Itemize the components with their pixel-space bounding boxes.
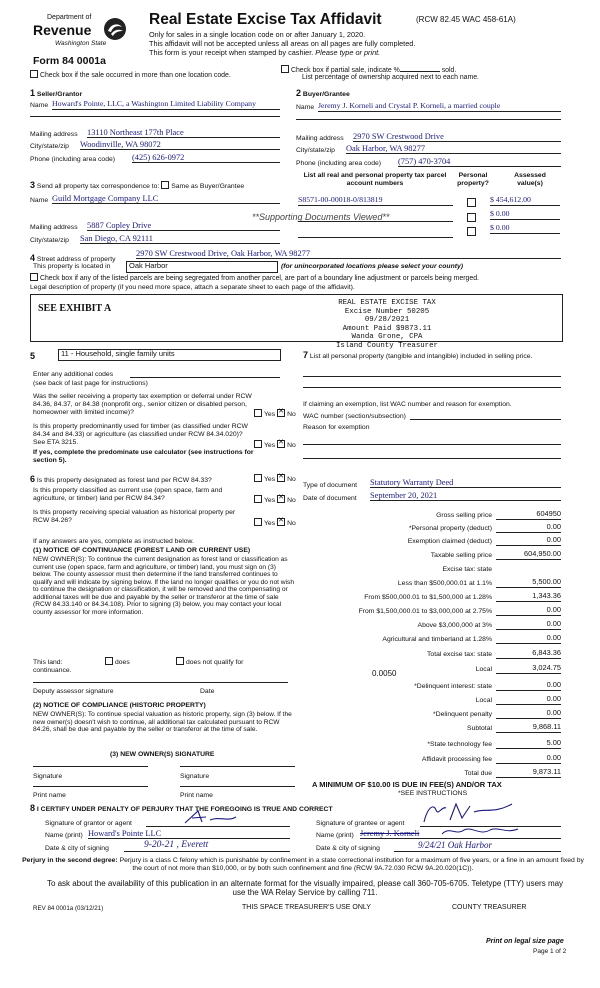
street-address-field[interactable]: 2970 SW Crestwood Drive, Oak Harbor, WA 98277 [136,249,561,259]
grantor-date-field[interactable]: 9-20-21 , Everett [124,840,290,852]
assessed-value-1[interactable]: $ 0.00 [490,210,560,220]
section-2-heading: 2 Buyer/Grantee [296,88,350,98]
form-statute: (RCW 82.45 WAC 458-61A) [416,15,516,24]
personal-property-checkbox-2[interactable] [467,227,476,236]
tax-row-value[interactable] [496,592,561,602]
revision-label: REV 84 0001a (03/12/21) [33,905,104,912]
tax-row-value[interactable] [496,768,561,778]
tax-row-amount: 9,873.11 [532,767,561,776]
historic-yes-no[interactable]: Yes✕ No [254,518,296,528]
personal-property-line-2[interactable] [303,387,561,388]
tax-row-amount: 6,843.36 [532,648,561,657]
tax-row-amount: 604,950.00 [524,549,561,558]
dor-logo [33,14,128,54]
signature-label-2: Signature [180,773,210,780]
print-name-line-1[interactable] [33,786,148,787]
timber-no-checked [277,440,285,448]
if-yes-note: If any answers are yes, complete as instructed below. [33,538,194,545]
tax-row-value[interactable] [496,634,561,644]
revenue-label: Revenue [33,22,92,38]
local-rate: 0.0050 [372,669,397,678]
section-1-heading: 1 Seller/Grantor [30,88,83,98]
segregation-checkbox-row[interactable]: Check box if any of the listed parcels are being segregated from another parcel, are part of a boundary line adjustment or parcels being merged. [30,273,479,283]
grantee-name-field[interactable]: Jeremy J. Korneli [360,829,561,839]
tax-row-amount: 0.00 [546,694,561,703]
form-number: Form 84 0001a [33,55,106,67]
exemption-no-checked [277,409,285,417]
tax-row-value[interactable] [496,695,561,705]
additional-codes-label: Enter any additional codes [33,371,114,378]
wa-state-label: Washington State [55,40,107,47]
tax-row-amount: 3,024.75 [532,663,561,672]
section-5-number: 5 [30,351,36,361]
personal-property-checkbox-1[interactable] [467,213,476,222]
tax-row-label: *State technology fee [427,741,492,748]
tax-row-label: Subtotal [467,725,492,732]
tax-row-value[interactable] [496,681,561,691]
grantee-date-label: Date & city of signing [316,845,380,852]
tax-row-label: Total excise tax: state [427,651,492,658]
supporting-docs-note: **Supporting Documents Viewed** [252,212,390,222]
page-number: Page 1 of 2 [533,948,567,955]
tax-row-amount: 0.00 [546,680,561,689]
tax-row-label: Affidavit processing fee [421,756,492,763]
current-use-yes-no[interactable]: Yes✕ No [254,495,296,505]
tax-row-value[interactable] [496,523,561,533]
location-select[interactable]: Oak Harbor [126,261,278,273]
grantee-signature [420,800,520,824]
deputy-sign-line[interactable] [33,682,288,683]
grantee-name-label: Name (print) [316,832,354,839]
buyer-phone-label: Phone (including area code) [296,160,382,167]
section-4-label: 4 Street address of property [30,253,116,263]
tax-row-value[interactable] [496,739,561,749]
deputy-date-label: Date [200,688,215,695]
seller-phone-label: Phone (including area code) [30,156,116,163]
tax-row-amount: 0.00 [546,522,561,531]
revenue-swirl-logo [103,17,127,41]
legal-description-box[interactable] [30,294,563,342]
tax-corr-name-field[interactable]: Guild Mortgage Company LLC [52,194,280,204]
same-as-buyer-checkbox[interactable] [161,181,169,189]
tax-row-value[interactable] [496,754,561,764]
tax-row-amount: 0.00 [546,535,561,544]
seller-phone-field[interactable]: (425) 626-0972 [132,153,280,163]
seller-name-field[interactable]: Howard's Pointe, LLC, a Washington Limited Liability Company [52,100,280,110]
doc-date-label: Date of document [303,495,357,502]
personal-property-line-1[interactable] [303,376,561,377]
tax-row-amount: 0.00 [546,633,561,642]
print-name-label-2: Print name [180,792,213,799]
parcels-header-1: List all real and personal property tax parcel account numbers [303,172,447,187]
tax-row-label: Gross selling price [436,512,492,519]
buyer-name-field[interactable]: Jeremy J. Korneli and Crystal P. Korneli, a married couple [318,102,561,112]
partial-sale-checkbox-row[interactable]: Check box if partial sale, indicate % sold. [281,65,456,75]
accessibility-note: To ask about the availability of this publication in an alternate format for the visually impaired, please call 360-705-6705. Teletype (TTY) users may use the WA Relay Service by calling 711. [46,879,564,898]
tax-row-amount: 1,343.36 [532,591,561,600]
tax-row-label: Excise tax: state [442,566,492,573]
exemption-reason-label: Reason for exemption [303,424,370,431]
assessed-value-0[interactable]: $ 454,612.00 [490,196,560,206]
tax-row-amount: 0.00 [546,619,561,628]
tax-corr-mail-label: Mailing address [30,224,78,231]
tax-corr-city-label: City/state/zip [30,237,69,244]
perjury-statement: Perjury in the second degree: Perjury is a class C felony which is punishable by confinement in a state correctional institution for a maximum of five years, or a fine in an amount fixed by the court of not more than $10,000, or by both such confinement and fine (RCW 9A.72.030 RCW 9A.20.020(1C)). [22,857,584,872]
notice-compliance-text: NEW OWNER(S): To continue special valuation as historic property, sign (3) below. If the new owner(s) doesn't wish to continue, all additional tax calculated pursuant to RCW 84.26, shall be due and payable by the seller or transferor at the time of sale. [33,711,292,734]
segregation-checkbox[interactable] [30,273,38,281]
located-in-label: This property is located in [33,263,111,270]
grantor-name-label: Name (print) [45,832,83,839]
buyer-mail-field[interactable]: 2970 SW Crestwood Drive [353,132,561,142]
doc-date-field[interactable]: September 20, 2021 [370,491,561,501]
grantee-date-field[interactable]: 9/24/21 Oak Harbor [394,840,561,852]
buyer-city-label: City/state/zip [296,147,335,154]
personal-property-checkbox-0[interactable] [467,198,476,207]
tax-row-label: *Delinquent penalty [433,711,492,718]
timber-yes-no[interactable]: Yes✕ No [254,440,296,450]
seller-city-label: City/state/zip [30,143,69,150]
grantor-sig-label: Signature of grantor or agent [45,820,132,827]
additional-codes-field[interactable] [130,369,280,378]
doc-type-field[interactable]: Statutory Warranty Deed [370,478,561,488]
tax-row-value[interactable] [496,578,561,588]
assessed-value-2[interactable]: $ 0.00 [490,224,560,234]
does-checkbox[interactable]: does [105,657,130,667]
print-legal-note: Print on legal size page [486,938,564,945]
notice-continuance-heading: (1) NOTICE OF CONTINUANCE (FOREST LAND OR CURRENT USE) [33,547,251,554]
instruction-line-1: Only for sales in a single location code on or after January 1, 2020. [149,30,366,39]
tax-row-value[interactable] [496,510,561,520]
parcel-row-2[interactable] [298,228,453,238]
tax-row-value[interactable] [496,536,561,546]
seller-extra-line [30,116,280,117]
tax-row-label: Local [475,697,492,704]
buyer-phone-field[interactable]: (757) 470-3704 [398,157,561,167]
tax-corr-city-field[interactable]: San Diego, CA 92111 [80,234,280,244]
minimum-fee-note: A MINIMUM OF $10.00 IS DUE IN FEE(S) AND/OR TAX [312,780,502,789]
tax-row-value[interactable] [496,606,561,616]
treasurer-use-only: THIS SPACE TREASURER'S USE ONLY [242,904,371,911]
tax-row-label: Exemption claimed (deduct) [407,538,492,545]
seller-mail-label: Mailing address [30,131,78,138]
buyer-name-label: Name [296,104,315,111]
tax-row-label: Local [475,666,492,673]
buyer-extra-line [296,119,561,120]
tax-row-value[interactable] [496,649,561,659]
multi-location-checkbox-row[interactable]: Check box if the sale occurred in more than one location code. [30,70,231,80]
section-3-heading: 3 Send all property tax correspondence to: Same as Buyer/Grantee [30,180,245,190]
tax-row-label: *Personal property (deduct) [408,525,492,532]
unincorporated-note: (for unincorporated locations please select your county) [281,263,464,270]
tax-row-value[interactable] [496,664,561,674]
print-name-line-2[interactable] [180,786,295,787]
tax-row-value[interactable] [496,723,561,733]
wac-number-field[interactable] [410,411,561,420]
legal-description-value: SEE EXHIBIT A [38,303,112,314]
seller-name-label: Name [30,102,49,109]
new-owner-sign-line-1[interactable] [33,766,148,767]
grantor-date-label: Date & city of signing [45,845,109,852]
grantor-signature [180,808,240,826]
new-owner-sign-line-2[interactable] [180,766,295,767]
tax-row-label: From $500,000.01 to $1,500,000 at 1.28% [364,594,492,601]
legal-description-label: Legal description of property (if you need more space, attach a separate sheet to each page of the affidavit). [30,284,355,291]
seller-city-field[interactable]: Woodinville, WA 98072 [80,140,280,150]
tax-row-value[interactable] [496,709,561,719]
print-name-label-1: Print name [33,792,66,799]
tax-corr-mail-field[interactable]: 5887 Copley Drive [87,221,280,231]
tax-row-label: Above $3,000,000 at 3% [417,622,492,629]
notice-continuance-text: NEW OWNER(S): To continue the current designation as forest land or classification as current use (open space, farm and agriculture, or timber) land, you must sign on (3) below. The county assessor must then determine if the land transferred continues to qualify and will indicate by signing below. If the land no longer qualifies or you do not wish to continue the designation or classification, it will be removed and the compensating or additional taxes will be due and payable by the seller or transferor at the time of sale (RCW 84.33.140 or 84.34.108). Prior to signing (3) below, you may contact your local county assessor for more information. [33,556,294,617]
current-use-question: Is this property classified as current use (open space, farm and agriculture, or timber) land per RCW 84.34? [33,487,223,502]
seller-mail-field[interactable]: 13110 Northeast 177th Place [87,128,280,138]
tax-row-label: *Delinquent interest: state [414,683,492,690]
parcels-header-2: Personal property? [457,172,489,187]
tax-row-label: Taxable selling price [430,552,492,559]
grantee-sig-label: Signature of grantee or agent [316,820,405,827]
ownership-note: List percentage of ownership acquired next to each name. [302,74,479,81]
see-back-note: (see back of last page for instructions) [33,380,148,387]
section-7-label: 7 List all personal property (tangible and intangible) included in selling price. [303,350,533,360]
tax-row-amount: 0.00 [546,708,561,717]
parcel-row-0[interactable]: S8571-00-00018-0/813819 [298,196,453,206]
notice-compliance-heading: (2) NOTICE OF COMPLIANCE (HISTORIC PROPERTY) [33,702,206,709]
forest-yes-no[interactable]: Yes✕ No [254,474,296,484]
grantor-name-field[interactable]: Howard's Pointe LLC [88,829,290,839]
county-treasurer-label: COUNTY TREASURER [452,904,527,911]
instruction-line-3: This form is your receipt when stamped by cashier. Please type or print. [149,48,381,57]
tax-row-label: Total due [464,770,492,777]
multi-location-checkbox[interactable] [30,70,38,78]
historic-question: Is this property receiving special valuation as historical property per RCW 84.26? [33,509,236,524]
deputy-signature-label: Deputy assessor signature [33,688,114,695]
forest-land-question: 6 Is this property designated as forest land per RCW 84.33? [30,474,212,484]
see-instructions-note: *SEE INSTRUCTIONS [398,790,468,797]
tax-row-value[interactable] [496,550,561,560]
tax-corr-name-label: Name [30,197,49,204]
this-land-label: This land: [33,659,63,666]
certify-heading: 8 I CERTIFY UNDER PENALTY OF PERJURY THAT THE FOREGOING IS TRUE AND CORRECT [30,803,333,813]
tax-row-amount: 0.00 [546,605,561,614]
wac-instruction: If claiming an exemption, list WAC number and reason for exemption. [303,401,512,408]
tax-row-value[interactable] [496,620,561,630]
does-not-checkbox[interactable]: does not qualify for [176,657,243,667]
parcel-row-1[interactable] [298,212,453,222]
parcels-header-3: Assessed value(s) [514,172,546,187]
tax-row-label: Less than $500,000.01 at 1.1% [397,580,492,587]
form-title: Real Estate Excise Tax Affidavit [149,11,382,28]
tax-row-amount: 604950 [536,509,561,518]
dept-label: Department of [47,14,92,21]
partial-sale-checkbox[interactable] [281,65,289,73]
instruction-line-2: This affidavit will not be accepted unless all areas on all pages are fully completed. [149,39,416,48]
tax-row-amount: 5,500.00 [532,577,561,586]
doc-type-label: Type of document [303,482,358,489]
grantee-name-handwriting [440,824,520,838]
exemption-yes-no[interactable]: Yes✕ No [254,409,296,419]
buyer-mail-label: Mailing address [296,135,344,142]
reason-line-1[interactable] [303,444,561,445]
exemption-question: Was the seller receiving a property tax exemption or deferral under RCW 84.36, 84.37, or 84.38 (nonprofit org., senior citizen or disabled person, homeowner with limited income)? [33,393,252,416]
new-owner-signature-heading: (3) NEW OWNER(S) SIGNATURE [110,751,215,758]
tax-row-amount: 5.00 [546,738,561,747]
tax-row-label: From $1,500,000.01 to $3,000,000 at 2.75% [358,608,492,615]
tax-row-amount: 0.00 [546,753,561,762]
tax-row-label: Agricultural and timberland at 1.28% [382,636,492,643]
treasurer-stamp: REAL ESTATE EXCISE TAX Excise Number 50205 09/28/2021 Amount Paid $9873.11 Wanda Grone, CPA Island County Treasurer [335,299,438,350]
continuance-label: continuance. [33,667,72,674]
wac-number-label: WAC number (section/subsection) [303,413,406,420]
buyer-city-field[interactable]: Oak Harbor, WA 98277 [346,144,561,154]
tax-row-amount: 9,868.11 [532,722,561,731]
land-use-select[interactable]: 11 - Household, single family units [58,349,281,361]
signature-label-1: Signature [33,773,63,780]
timber-question: Is this property predominantly used for timber (as classified under RCW 84.34 and 84.33) or agriculture (as classified under RCW 84.34.020)? See ETA 3215. [33,423,248,446]
reason-line-2[interactable] [303,458,561,459]
predominate-use-note: If yes, complete the predominate use calculator (see instructions for section 5). [33,449,254,464]
